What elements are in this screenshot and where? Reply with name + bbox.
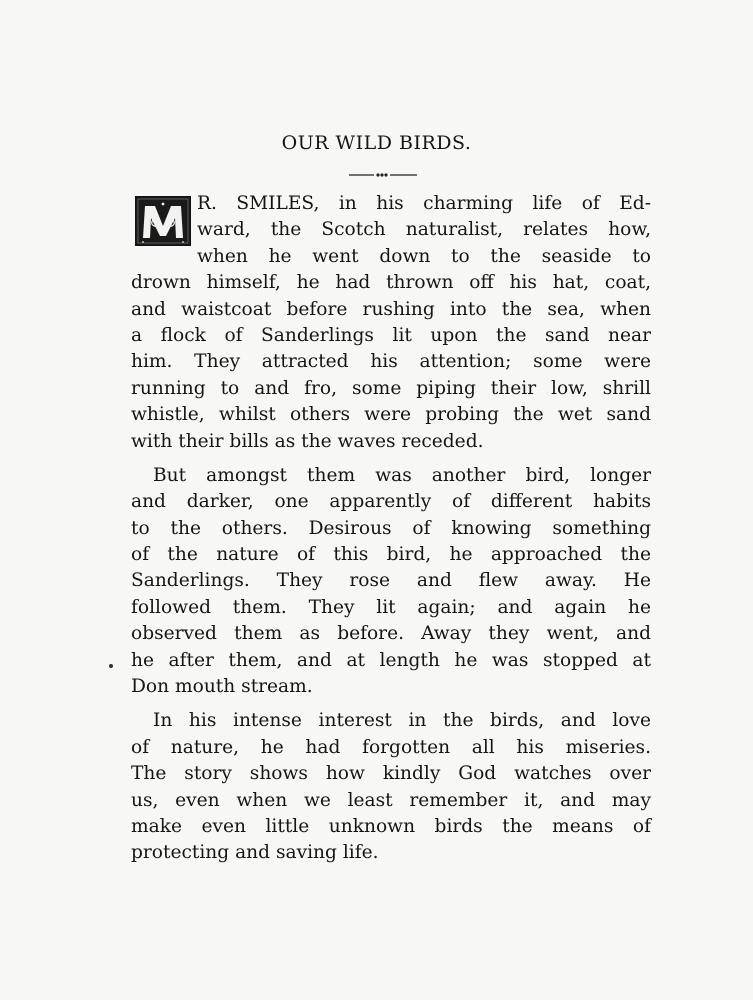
text-line: observed them as before. Away they went, and [131,623,651,645]
text-line: with their bills as the waves receded. [131,430,484,452]
text-line: and waistcoat before rushing into the sea, when [131,298,651,320]
text-line: make even little unknown birds the means of [131,815,651,837]
text-line: Sanderlings. They rose and flew away. He [131,570,651,592]
paragraph-1 [131,191,651,455]
text-line: of the nature of this bird, he approached the [131,544,651,566]
text-line: running to and fro, some piping their low, shrill [131,377,651,399]
text-line: In his intense interest in the birds, and love [153,710,651,732]
text-line: and darker, one apparently of different habits [131,491,651,513]
text-line: drown himself, he had thrown off his hat, coat, [131,272,651,294]
text-line: ward, the Scotch naturalist, relates how, [197,219,651,241]
text-line: Don mouth stream. [131,676,313,698]
text-line: of nature, he had forgotten all his miseries. [131,736,651,758]
text-line: him. They attracted his attention; some were [131,351,651,373]
text-line: when he went down to the seaside to [197,245,651,267]
text-line: a flock of Sanderlings lit upon the sand near [131,324,651,346]
page-title: OUR WILD BIRDS. [281,132,472,154]
text-line: to the others. Desirous of knowing something [131,517,651,539]
text-line: us, even when we least remember it, and may [131,789,651,811]
text-line: whistle, whilst others were probing the wet sand [131,404,651,426]
text-line: The story shows how kindly God watches over [131,763,651,785]
title-ornament [349,172,417,178]
text-line: R. SMILES, in his charming life of Ed- [197,193,651,214]
text-line: he after them, and at length he was stopped at [131,649,651,671]
text-line: followed them. They lit again; and again he [131,596,651,618]
text-line: protecting and saving life. [131,842,379,864]
print-speck [109,664,113,668]
paragraph-2 [131,463,651,701]
article-body [131,191,651,867]
paragraph-3 [131,708,651,866]
text-line: But amongst them was another bird, longer [153,464,651,486]
